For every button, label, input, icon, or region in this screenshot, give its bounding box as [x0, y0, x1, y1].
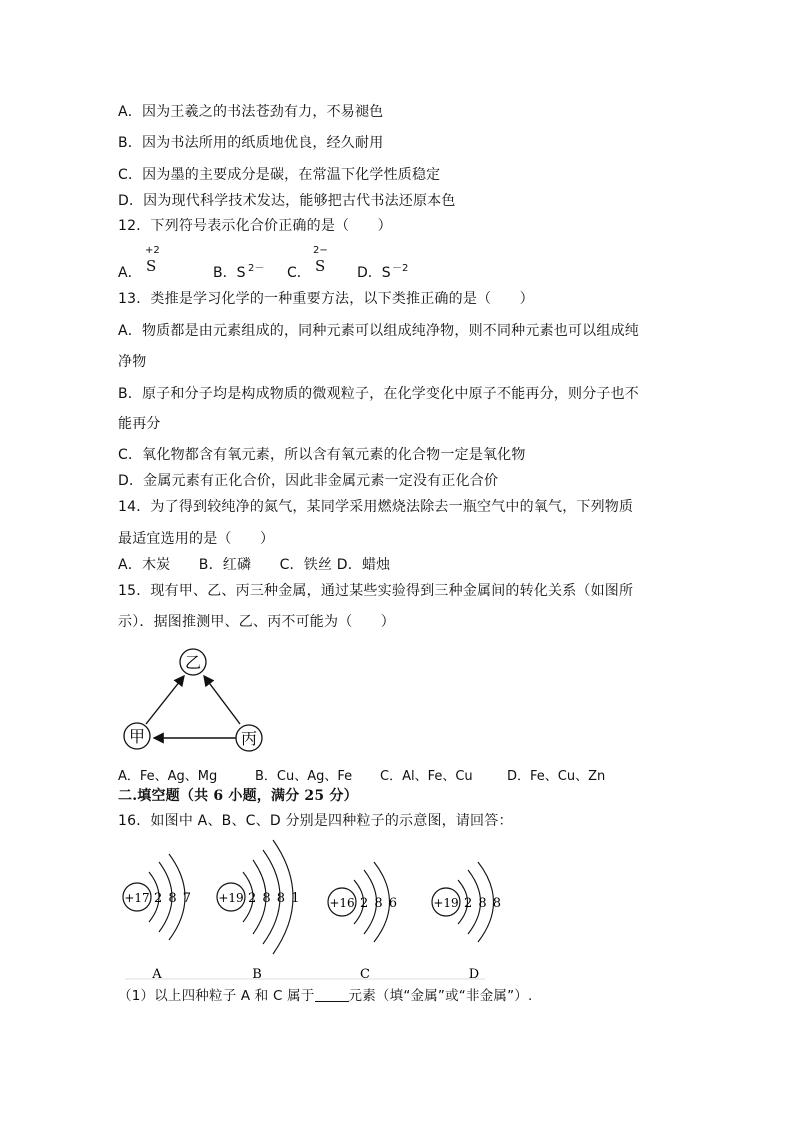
q15-option-d: D．Fe、Cu、Zn [507, 769, 606, 784]
particle-c-label: C [360, 967, 370, 982]
q15-option-b: B．Cu、Ag、Fe [255, 769, 353, 784]
q15-option-c: C．Al、Fe、Cu [380, 769, 473, 784]
q13-option-a-line1: A．物质都是由元素组成的，同种元素可以组成纯净物，则不同种元素也可以组成纯 [118, 323, 639, 339]
q14-stem-line1: 14．为了得到较纯净的氮气，某同学采用燃烧法除去一瓶空气中的氧气，下列物质 [118, 499, 634, 515]
q14-stem-line2: 最适宜选用的是（ ） [118, 531, 275, 547]
particle-c-electrons: 2 8 6 [360, 896, 398, 911]
q13-option-d: D．金属元素有正化合价，因此非金属元素一定没有正化合价 [118, 473, 499, 489]
q13-option-b-line1: B．原子和分子均是构成物质的微观粒子，在化学变化中原子不能再分，则分子也不 [118, 386, 640, 402]
node-yi-label: 乙 [184, 653, 202, 672]
q12-option-a-symbol: S [146, 257, 157, 275]
particle-b-label: B [252, 967, 262, 982]
q13-option-c: C．氧化物都含有氧元素，所以含有氧元素的化合物一定是氧化物 [118, 447, 526, 463]
particle-a [123, 854, 191, 982]
arrow-jia-to-yi [146, 676, 184, 724]
q16-particle-diagrams [115, 836, 535, 982]
section-title: 二.填空题（共 6 小题，满分 25 分） [118, 788, 358, 804]
particle-c-nucleus-charge: +16 [329, 896, 355, 910]
q12-option-d-sup: －2 [392, 263, 409, 274]
q16-sub1-prefix: （1）以上四种粒子 A 和 C 属于 [118, 988, 315, 1004]
q14-options: A．木炭 B．红磷 C．铁丝 D．蜡烛 [118, 557, 391, 573]
particle-d-electrons: 2 8 8 [464, 896, 502, 911]
q11-option-d: D．因为现代科学技术发达，能够把古代书法还原本色 [118, 193, 456, 209]
q15-stem-line1: 15．现有甲、乙、丙三种金属，通过某些实验得到三种金属间的转化关系（如图所 [118, 583, 634, 599]
node-bing-label: 丙 [240, 729, 258, 748]
q15-option-a: A．Fe、Ag、Mg [118, 769, 218, 784]
q11-option-c: C．因为墨的主要成分是碳，在常温下化学性质稳定 [118, 167, 441, 183]
q12-stem: 12．下列符号表示化合价正确的是（ ） [118, 218, 392, 234]
q12-option-c-sup: 2− [313, 245, 328, 256]
q15-stem-line2: 示）．据图推测甲、乙、丙不可能为（ ） [118, 614, 395, 630]
particle-d-label: D [468, 967, 480, 982]
arrow-bing-to-yi [204, 676, 240, 724]
q11-option-b: B．因为书法所用的纸质地优良，经久耐用 [118, 135, 384, 151]
q12-option-b-label: B．S [213, 265, 246, 281]
q12-option-c-label: C． [287, 265, 311, 281]
q12-option-a-sup: +2 [145, 245, 160, 256]
q13-option-b-line2: 能再分 [118, 416, 161, 432]
particle-a-electrons: 2 8 7 [154, 891, 192, 906]
particle-d [432, 862, 501, 982]
particle-b-nucleus-charge: +19 [218, 891, 244, 905]
particle-a-nucleus-charge: +17 [124, 891, 150, 905]
particle-b-electrons: 2 8 8 1 [248, 891, 300, 906]
q16-subquestion-1 [118, 987, 532, 1005]
q16-stem: 16．如图中 A、B、C、D 分别是四种粒子的示意图，请回答： [118, 813, 513, 829]
q13-stem: 13．类推是学习化学的一种重要方法，以下类推正确的是（ ） [118, 291, 534, 307]
particle-c [328, 862, 397, 982]
q15-conversion-diagram [118, 644, 278, 756]
q13-option-a-line2: 净物 [118, 354, 147, 370]
q11-option-a: A．因为王羲之的书法苍劲有力，不易褪色 [118, 104, 384, 120]
q12-option-d-label: D．S [357, 265, 391, 281]
q12-option-c-symbol: S [315, 257, 326, 275]
q12-option-a-label: A． [118, 265, 142, 281]
particle-b [217, 840, 299, 982]
particle-d-nucleus-charge: +19 [433, 896, 459, 910]
particle-a-label: A [152, 967, 162, 982]
q16-sub1-answer-blank[interactable] [315, 987, 349, 1002]
node-jia-label: 甲 [128, 727, 146, 746]
q12-option-b-sup: 2－ [248, 263, 265, 274]
q16-sub1-suffix: 元素（填“金属”或“非金属”）. [348, 988, 533, 1004]
